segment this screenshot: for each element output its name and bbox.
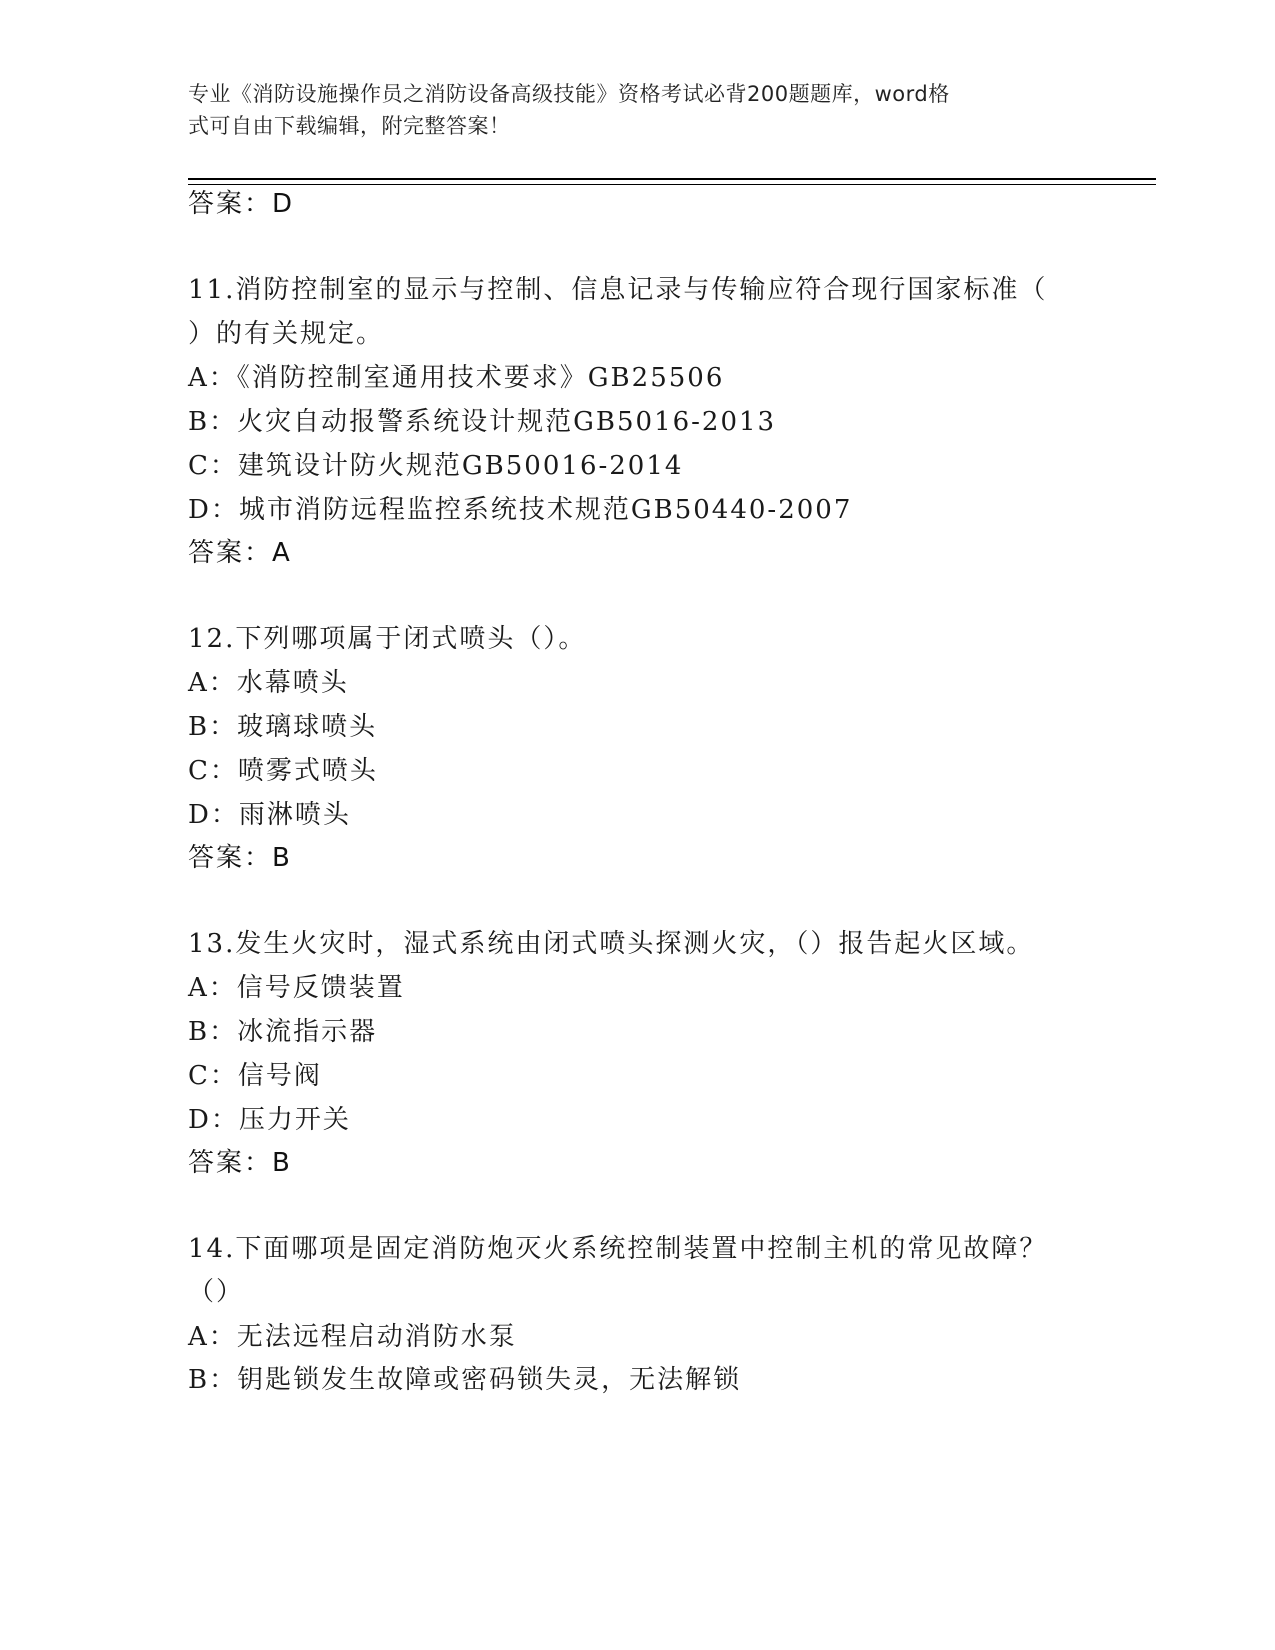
question-12-stem: 12.下列哪项属于闭式喷头（）。: [188, 624, 587, 654]
question-13-stem: 13.发生火灾时，湿式系统由闭式喷头探测火灾，（）报告起火区域。: [188, 929, 1035, 959]
question-14-option-a: A：无法远程启动消防水泵: [188, 1322, 517, 1352]
question-13-option-a: A：信号反馈装置: [188, 973, 405, 1003]
question-11-answer: 答案：A: [188, 538, 292, 568]
question-13-option-c: C：信号阀: [188, 1061, 322, 1091]
question-14-stem-line-2: （）: [188, 1277, 245, 1307]
header-line-1: 专业《消防设施操作员之消防设备高级技能》资格考试必背200题题库，word格: [188, 82, 950, 106]
header-divider-thin: [188, 184, 1156, 185]
question-11-option-b: B：火灾自动报警系统设计规范GB5016-2013: [188, 407, 777, 437]
question-12-option-b: B：玻璃球喷头: [188, 712, 378, 742]
question-12-option-d: D：雨淋喷头: [188, 800, 351, 830]
question-11-option-a: A：《消防控制室通用技术要求》GB25506: [188, 363, 725, 393]
previous-answer: 答案：D: [188, 189, 295, 219]
question-11-option-d: D：城市消防远程监控系统技术规范GB50440-2007: [188, 495, 853, 525]
question-12-answer: 答案：B: [188, 843, 292, 873]
question-14-stem-line-1: 14.下面哪项是固定消防炮灭火系统控制装置中控制主机的常见故障？: [188, 1234, 1048, 1264]
question-14-option-b: B：钥匙锁发生故障或密码锁失灵，无法解锁: [188, 1365, 742, 1395]
document-header: [188, 78, 1068, 142]
header-divider-thick: [188, 178, 1156, 180]
question-12-option-a: A：水幕喷头: [188, 668, 349, 698]
question-11-stem-line-1: 11.消防控制室的显示与控制、信息记录与传输应符合现行国家标准（: [188, 275, 1048, 305]
question-13-option-d: D：压力开关: [188, 1105, 351, 1135]
question-12-option-c: C：喷雾式喷头: [188, 756, 378, 786]
header-line-2: 式可自由下载编辑，附完整答案！: [188, 114, 511, 138]
question-11-option-c: C：建筑设计防火规范GB50016-2014: [188, 451, 684, 481]
question-11-stem-line-2: ）的有关规定。: [188, 319, 385, 349]
question-13-answer: 答案：B: [188, 1148, 292, 1178]
question-13-option-b: B：冰流指示器: [188, 1017, 378, 1047]
